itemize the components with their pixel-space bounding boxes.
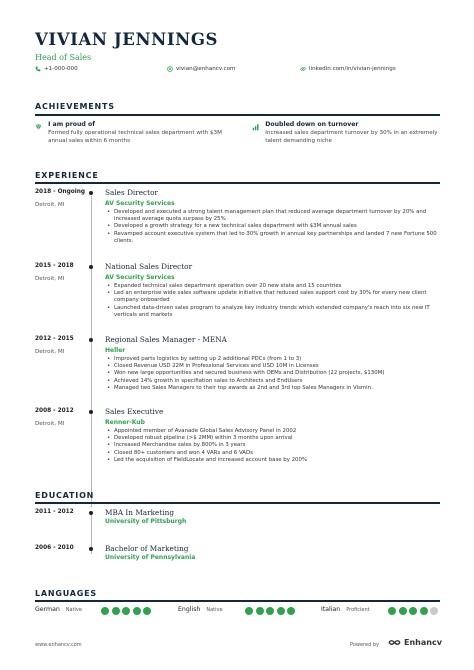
resume-name: VIVIAN JENNINGS: [35, 30, 219, 49]
job-bullets: [105, 356, 440, 392]
job-dates: 2015 - 2018: [35, 263, 74, 269]
achievement-desc: Increased sales department turnover by 30% in an extremely talent demanding niche: [265, 130, 438, 144]
job-dates: 2012 - 2015: [35, 336, 74, 342]
job-location: Detroit, MI: [35, 276, 65, 282]
language-rating: [388, 607, 438, 615]
job-company: Heller: [105, 347, 126, 354]
job-title: Sales Director: [105, 188, 158, 197]
experience-heading: EXPERIENCE: [35, 171, 99, 180]
timeline-dot: [89, 547, 93, 551]
job-location: Detroit, MI: [35, 421, 65, 427]
rating-dot: [143, 607, 151, 615]
phone-text: +1-000-000: [44, 66, 78, 72]
bar-chart-icon: [252, 122, 259, 132]
rating-dot: [287, 607, 295, 615]
job-bullet: • Managed two Sales Managers to their top awards as 2nd and 3rd top Sales Managers in Vismin.: [105, 385, 440, 392]
languages-heading: LANGUAGES: [35, 589, 97, 598]
job-bullet: • Developed robust pipeline (>$ 2MM) within 3 months upon arrival: [105, 435, 440, 442]
edu-dates: 2006 - 2010: [35, 545, 74, 551]
rating-dot: [430, 607, 438, 615]
job-company: AV Security Services: [105, 274, 175, 281]
rating-dot: [133, 607, 141, 615]
language-item: [35, 606, 82, 613]
edu-school: University of Pittsburgh: [105, 518, 187, 525]
achievement-desc: Formed fully operational technical sales department with $3M annual sales within 6 months: [48, 130, 222, 144]
language-rating: [101, 607, 151, 615]
enhancv-logo-text: Enhancv: [404, 638, 442, 647]
link-icon: [300, 66, 306, 72]
job-bullet: • Closed 80+ customers and won 4 VARs and 6 VADs: [105, 450, 440, 457]
rating-dot: [112, 607, 120, 615]
page-footer: [0, 635, 474, 670]
timeline-dot: [89, 338, 93, 342]
contact-phone[interactable]: [35, 66, 78, 72]
rating-dot: [420, 607, 428, 615]
rating-dot: [399, 607, 407, 615]
job-title: Regional Sales Manager - MENA: [105, 335, 227, 344]
footer-website[interactable]: www.enhancv.com: [35, 642, 82, 648]
experience-timeline: [91, 196, 92, 507]
language-name: Italian: [321, 606, 341, 613]
job-bullet: • Led an enterprise wide sales software update initiative that reduced sales support cost by 30% for every new client company onboarded: [105, 290, 440, 304]
job-bullet: • Developed a growth strategy for a new technical sales department with $3M annual sales: [105, 223, 440, 230]
rating-dot: [266, 607, 274, 615]
at-icon: [167, 66, 173, 72]
rating-dot: [256, 607, 264, 615]
resume-role: Head of Sales: [35, 53, 92, 62]
language-name: German: [35, 606, 60, 613]
edu-dates: 2011 - 2012: [35, 509, 74, 515]
job-bullet: • Developed and executed a strong talent management plan that reduced average department turnover by 20% and increased average quota surpass by 25%: [105, 209, 440, 223]
phone-icon: [35, 66, 41, 72]
email-text: vivian@enhancv.com: [176, 66, 236, 72]
language-rating: [245, 607, 295, 615]
achievement-item: [252, 121, 440, 146]
rating-dot: [245, 607, 253, 615]
achievement-item: [35, 121, 230, 146]
experience-divider: [35, 182, 440, 184]
timeline-dot: [89, 265, 93, 269]
job-bullet: • Appointed member of Avanade Global Sales Advisory Panel in 2002: [105, 428, 440, 435]
enhancv-logo[interactable]: [388, 638, 442, 647]
contact-bar: [35, 66, 440, 76]
job-bullet: • Expanded technical sales department operation over 20 new state and 15 countries: [105, 283, 440, 290]
education-divider: [35, 502, 440, 504]
job-bullet: • Revamped account executive system that led to 30% growth in annual key partnerships and landed 7 new Fortune 500 clients.: [105, 231, 440, 245]
edu-degree: Bachelor of Marketing: [105, 544, 189, 553]
job-location: Detroit, MI: [35, 202, 65, 208]
job-bullet: • Increased Merchandise sales by 800% in 3 years: [105, 442, 440, 449]
job-location: Detroit, MI: [35, 349, 65, 355]
timeline-dot: [89, 511, 93, 515]
achievement-title: Doubled down on turnover: [265, 121, 359, 128]
job-bullet: • Closed Revenue USD 22M in Professional Services and USD 10M in Licenses: [105, 363, 440, 370]
job-bullet: • Launched data-driven sales program to analyze key industry trends which extended company's reach into six new IT verticals and markets: [105, 305, 440, 319]
job-bullets: [105, 209, 440, 245]
languages-divider: [35, 600, 440, 602]
rating-dot: [388, 607, 396, 615]
language-level: Native: [206, 606, 223, 613]
language-level: Proficient: [346, 606, 370, 613]
enhancv-logo-icon: [388, 638, 401, 647]
linkedin-text: linkedin.com/in/vivian-jennings: [309, 66, 396, 72]
job-bullet: • Won new large opportunities and secured business with OEMs and Distribution (22 projects, $130M): [105, 370, 440, 377]
rating-dot: [122, 607, 130, 615]
job-company: Renner-Kub: [105, 419, 145, 426]
timeline-dot: [89, 410, 93, 414]
job-title: Sales Executive: [105, 407, 164, 416]
job-title: National Sales Director: [105, 262, 193, 271]
language-level: Native: [65, 606, 82, 613]
language-item: [178, 606, 223, 613]
job-dates: 2018 - Ongoing: [35, 189, 86, 195]
job-bullet: • Led the acquisition of FieldLocate and increased account base by 200%: [105, 457, 440, 464]
rating-dot: [277, 607, 285, 615]
language-item: [321, 606, 370, 613]
job-dates: 2008 - 2012: [35, 408, 74, 414]
job-bullet: • Achieved 14% growth in specifiation sales to Architects and EndUsers: [105, 378, 440, 385]
footer-powered-by: Powered by: [350, 642, 379, 648]
education-heading: EDUCATION: [35, 491, 95, 500]
job-bullets: [105, 283, 440, 319]
achievement-title: I am proud of: [48, 121, 95, 128]
rating-dot: [409, 607, 417, 615]
job-company: AV Security Services: [105, 200, 175, 207]
timeline-dot: [89, 191, 93, 195]
achievements-divider: [35, 114, 440, 116]
job-bullet: • Improved parts logistics by setting up 2 additional PDCs (from 1 to 3): [105, 356, 440, 363]
job-bullets: [105, 428, 440, 464]
contact-email[interactable]: [167, 66, 235, 72]
edu-degree: MBA In Marketing: [105, 508, 175, 517]
language-name: English: [178, 606, 201, 613]
achievements-heading: ACHIEVEMENTS: [35, 102, 115, 111]
diamond-icon: [35, 122, 42, 132]
edu-school: University of Pennsylvania: [105, 554, 196, 561]
contact-linkedin[interactable]: [300, 66, 396, 72]
rating-dot: [101, 607, 109, 615]
